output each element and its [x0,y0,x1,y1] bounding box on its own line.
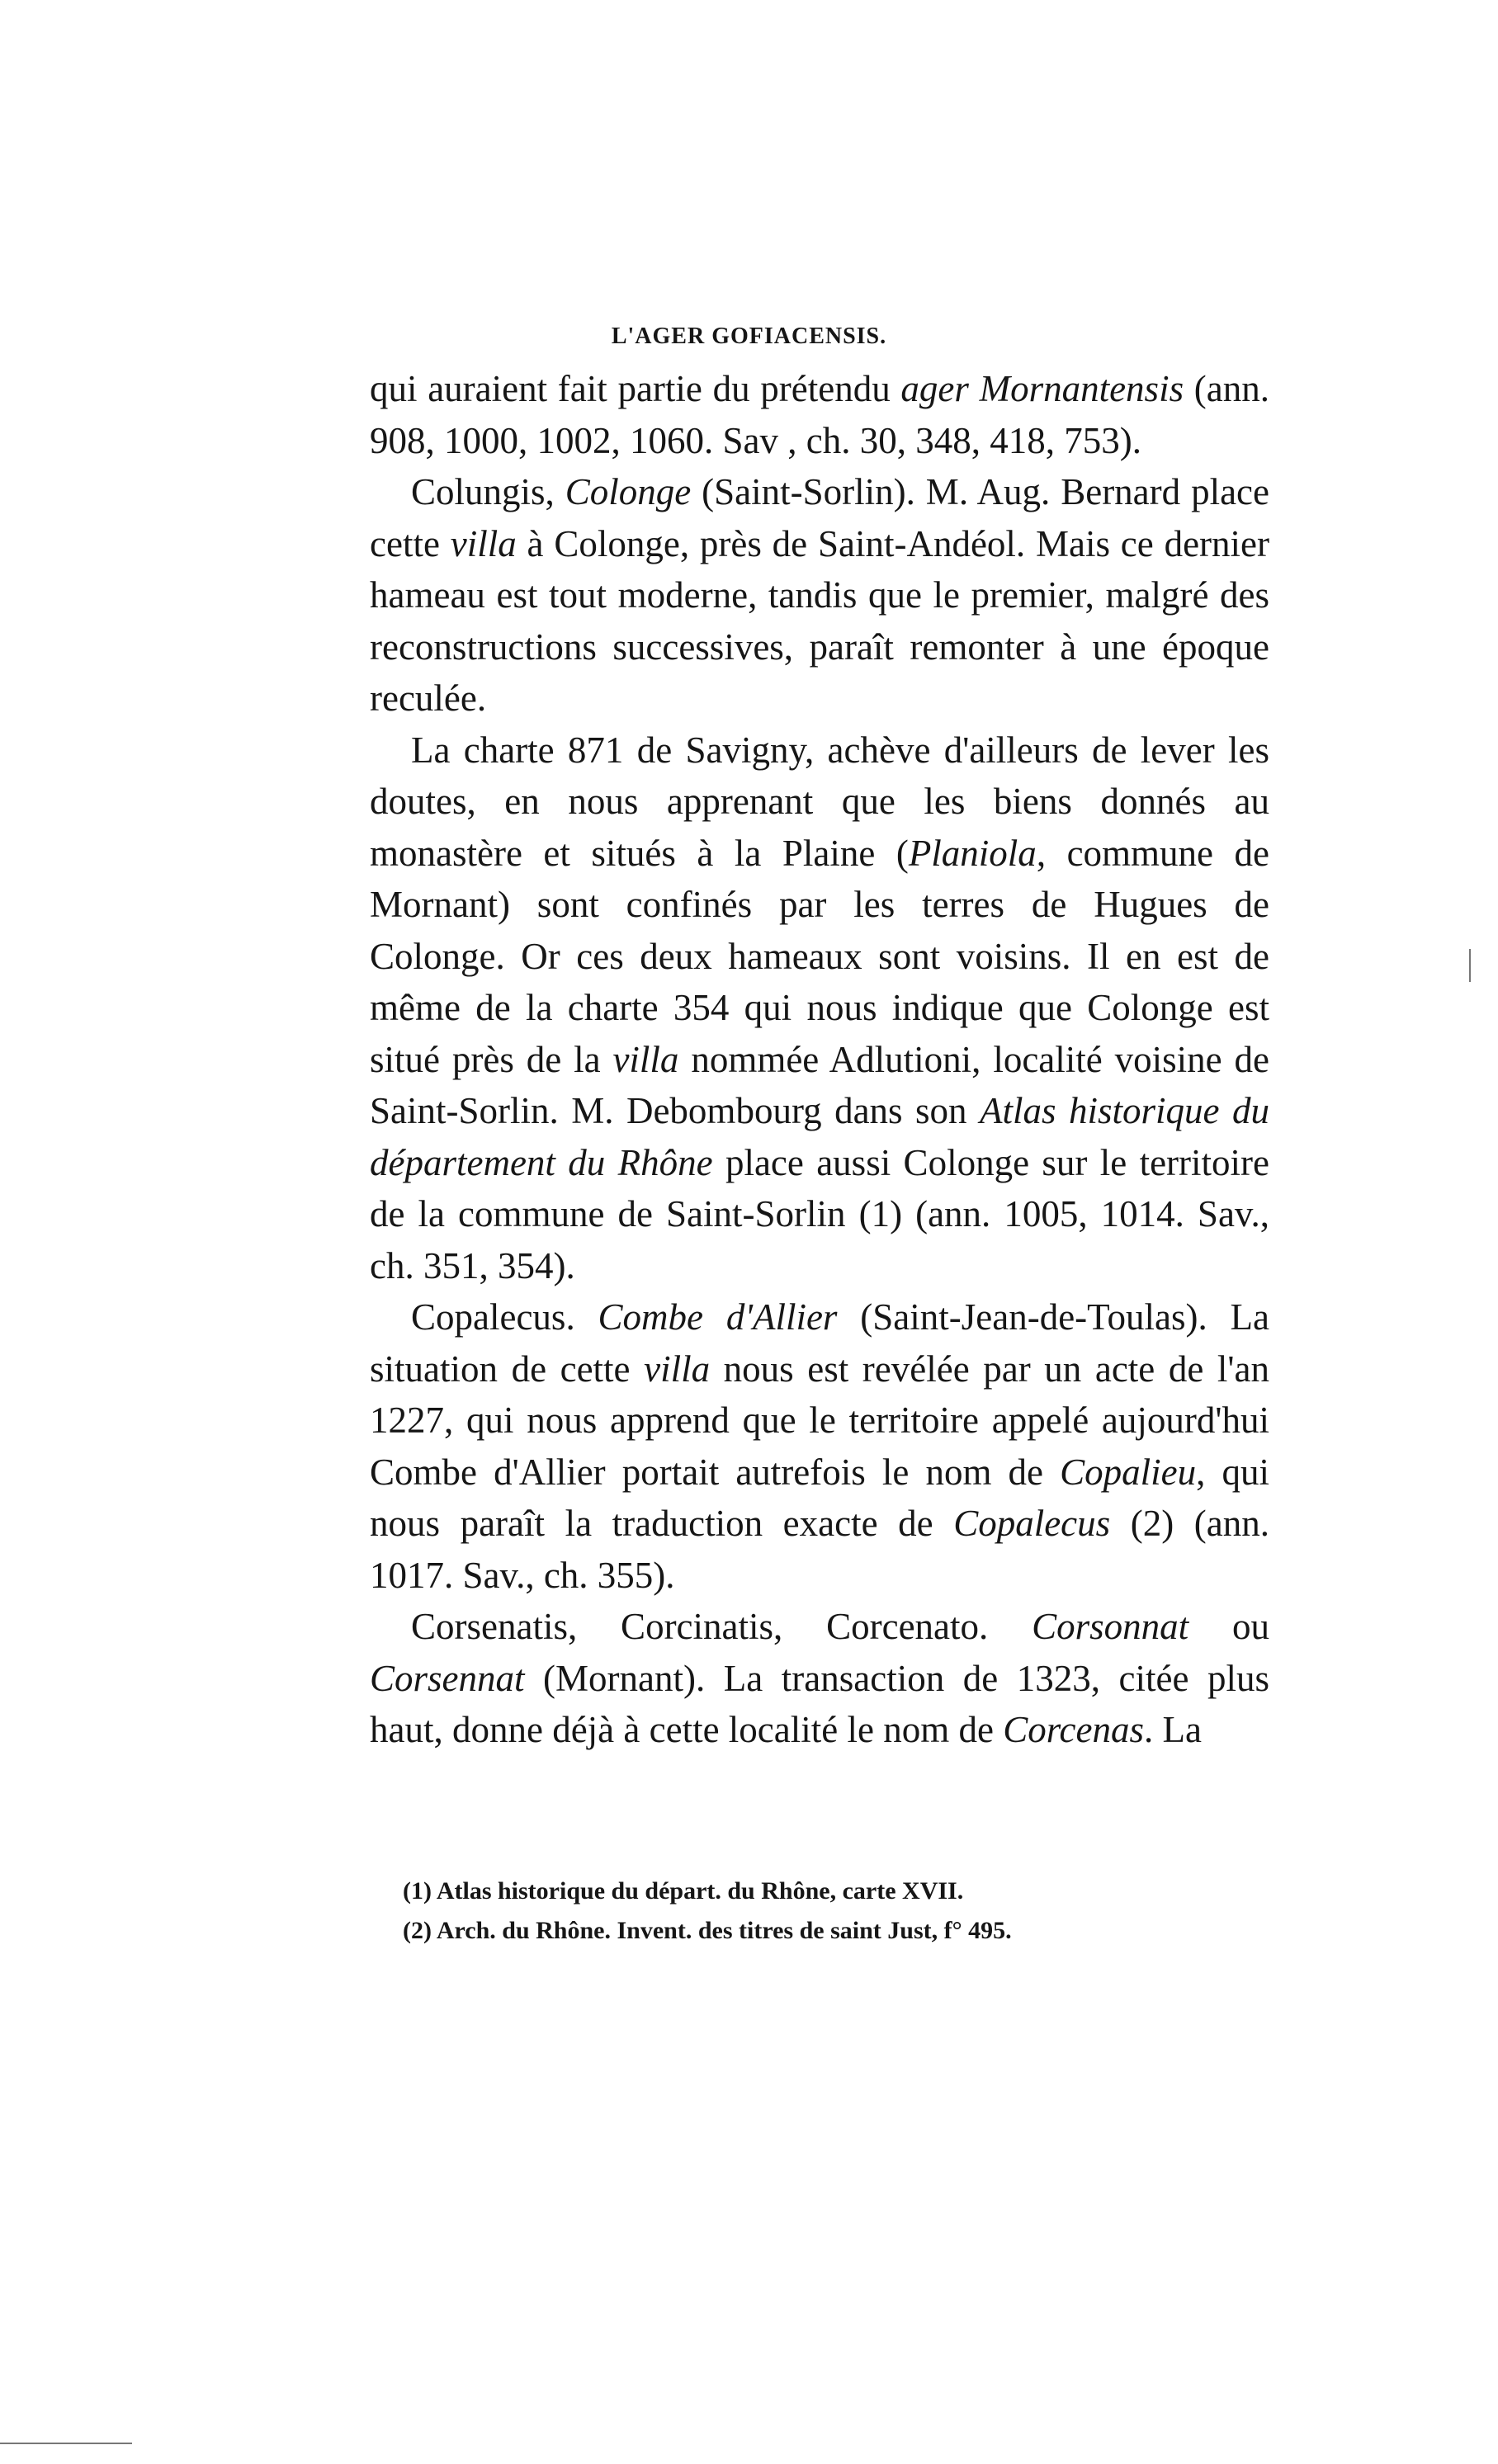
text-run: Copalecus. [411,1296,598,1338]
paragraph [370,1601,1269,1756]
text-run: place aussi Colonge sur le territoire de la commune de Saint-Sorlin (1) (ann. 1005, 1014. Sav., ch. 351, 354). [370,1141,1269,1286]
paragraph [370,363,1269,466]
text-run: . La [1144,1709,1202,1750]
italic-text: villa [612,1038,679,1080]
italic-text: Planiola [908,832,1037,874]
italic-text: Corsonnat [1032,1606,1189,1647]
text-run: qui auraient fait partie du prétendu [370,368,901,409]
italic-text: villa [644,1348,711,1390]
footnote-2: (2) Arch. du Rhône. Invent. des titres de saint Just, f° 495. [403,1917,1012,1944]
scan-edge-mark [1469,949,1471,982]
text-run: (Mornant). La transaction de 1323, citée plus haut, donne déjà à cette localité le nom de [370,1657,1269,1750]
text-run: , commune de Mornant) sont confinés par les terres de Hugues de Colonge. Or ces deux hameaux sont voisins. Il en est de même de la charte 354 qui nous indique que Colonge est situé près de la [370,832,1269,1080]
paragraph [370,466,1269,725]
text-run: nous est revélée par un acte de l'an 1227, qui nous apprend que le territoire appelé aujourd'hui Combe d'Allier portait autrefois le nom de [370,1348,1269,1493]
italic-text: Corsennat [370,1657,525,1699]
italic-text: Atlas historique du département du Rhône [370,1090,1269,1183]
text-run: (2) (ann. 1017. Sav., ch. 355). [370,1503,1269,1596]
text-run: Corsenatis, Corcinatis, Corcenato. [411,1606,1033,1647]
text-run: nommée Adlutioni, localité voisine de Saint-Sorlin. M. Debombourg dans son [370,1038,1269,1131]
italic-text: Colonge [565,471,692,512]
scan-edge-mark [0,2443,132,2444]
italic-text: Corcenas [1003,1709,1145,1750]
text-run: La charte 871 de Savigny, achève d'ailleurs de lever les doutes, en nous apprenant que les biens donnés au monastère et situés à la Plaine ( [370,729,1269,874]
running-head: L'AGER GOFIACENSIS. [611,323,887,349]
italic-text: Copalieu [1060,1451,1197,1493]
italic-text: villa [450,522,517,564]
text-run: (ann. 908, 1000, 1002, 1060. Sav , ch. 30, 348, 418, 753). [370,368,1269,461]
footnote-1: (1) Atlas historique du départ. du Rhône, carte XVII. [403,1877,964,1905]
text-run: (Saint-Jean-de-Toulas). La situation de cette [370,1296,1270,1390]
text-run: Colungis, [411,471,565,512]
text-run: (Saint-Sorlin). M. Aug. Bernard place cette [370,471,1269,564]
italic-text: Copalecus [953,1503,1111,1544]
paragraph [370,725,1269,1292]
footnotes [403,1872,1269,1951]
body-text [370,363,1269,1756]
italic-text: Combe d'Allier [598,1296,838,1338]
italic-text: ager Mornantensis [900,368,1184,409]
text-run: à Colonge, près de Saint-Andéol. Mais ce dernier hameau est tout moderne, tandis que le premier, malgré des reconstructions successives, paraît remonter à une époque reculée. [370,522,1269,719]
paragraph [370,1291,1269,1601]
text-run: ou [1188,1606,1269,1647]
text-run: , qui nous paraît la traduction exacte de [370,1451,1269,1544]
